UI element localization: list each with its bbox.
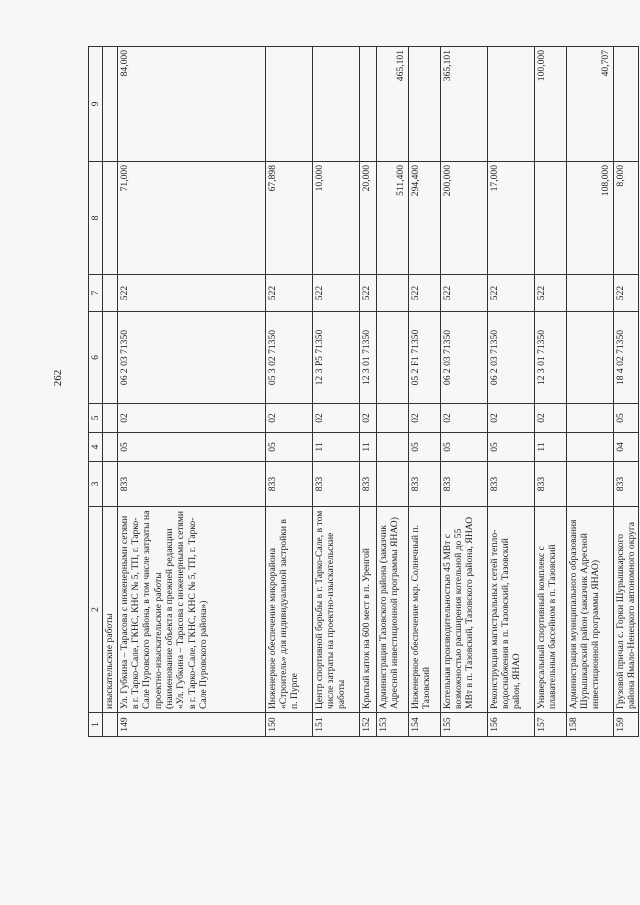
table-region xyxy=(88,47,637,737)
row-number: 149 xyxy=(117,713,265,737)
cell-c7: 522 xyxy=(408,275,440,312)
object-name: Универсальный спортивный комплекс с плавательным бассейном в п. Тазовский xyxy=(534,507,566,713)
col-header: 5 xyxy=(89,404,103,433)
cell-c8: 67,898 xyxy=(265,162,312,275)
cell-c3: 833 xyxy=(440,462,487,507)
cell-c4: 05 xyxy=(487,433,534,462)
cell-c5: 02 xyxy=(312,404,359,433)
cell-c6: 05 3 02 71350 xyxy=(265,312,312,404)
cell-c7: 522 xyxy=(613,275,639,312)
cell-c3: 833 xyxy=(534,462,566,507)
col-header: 4 xyxy=(89,433,103,462)
cell-c9: 100,000 xyxy=(534,47,566,162)
col-header: 8 xyxy=(89,162,103,275)
cell-c6: 06 2 03 71350 xyxy=(440,312,487,404)
table-row xyxy=(566,47,613,737)
cell-c9 xyxy=(359,47,376,162)
table-row xyxy=(487,47,534,737)
rotated-sheet xyxy=(88,47,637,737)
cell-c3 xyxy=(566,462,613,507)
row-number: 155 xyxy=(440,713,487,737)
cell-c8: 20,000 xyxy=(359,162,376,275)
cell-c7 xyxy=(566,275,613,312)
cell-c5: 02 xyxy=(487,404,534,433)
cell-c5: 05 xyxy=(613,404,639,433)
row-number: 156 xyxy=(487,713,534,737)
table-row xyxy=(359,47,376,737)
row-number: 157 xyxy=(534,713,566,737)
cell-c4: 11 xyxy=(359,433,376,462)
object-name: Инженерное обеспечение микрорайона «Строитель» для индивидуальной застройки в п. Пурпе xyxy=(265,507,312,713)
cell-c6: 12 3 01 71350 xyxy=(534,312,566,404)
cell-c5: 02 xyxy=(117,404,265,433)
cell-c4: 04 xyxy=(613,433,639,462)
cell-c3: 833 xyxy=(312,462,359,507)
cell-c8: 511,400 xyxy=(376,162,408,275)
cell-c7: 522 xyxy=(487,275,534,312)
cell-c6 xyxy=(566,312,613,404)
cell-c6: 18 4 02 71350 xyxy=(613,312,639,404)
col-header: 3 xyxy=(89,462,103,507)
cell-c5: 02 xyxy=(440,404,487,433)
object-name: Инженерное обеспечение мкр. Солнечный п. Тазовский xyxy=(408,507,440,713)
cell-c7 xyxy=(376,275,408,312)
cell-c6 xyxy=(376,312,408,404)
cell-c8: 17,000 xyxy=(487,162,534,275)
cell-c4: 05 xyxy=(440,433,487,462)
continuation-row xyxy=(103,47,117,737)
cell-c7: 522 xyxy=(440,275,487,312)
cell-c3: 833 xyxy=(613,462,639,507)
cell-c5: 02 xyxy=(534,404,566,433)
table-row xyxy=(376,47,408,737)
header-row xyxy=(89,47,103,737)
cell-c3: 833 xyxy=(359,462,376,507)
object-name: Администрация муниципального образования Шурышкарский район (заказчик Адресной инвестиционной программы ЯНАО) xyxy=(566,507,613,713)
continuation-text: изыскательские работы xyxy=(103,507,117,713)
cell-c9 xyxy=(408,47,440,162)
cell-c9 xyxy=(613,47,639,162)
cell-c3: 833 xyxy=(265,462,312,507)
col-header: 7 xyxy=(89,275,103,312)
table-row xyxy=(265,47,312,737)
col-header: 6 xyxy=(89,312,103,404)
cell-c6: 05 2 F1 71350 xyxy=(408,312,440,404)
cell-c8: 294,400 xyxy=(408,162,440,275)
cell-c5: 02 xyxy=(265,404,312,433)
row-number: 151 xyxy=(312,713,359,737)
cell-c8: 108,000 xyxy=(566,162,613,275)
table-row xyxy=(312,47,359,737)
cell-c5: 02 xyxy=(408,404,440,433)
cell-c5 xyxy=(566,404,613,433)
cell-c6: 12 3 01 71350 xyxy=(359,312,376,404)
object-name: Грузовой причал с. Горки Шурышкарского района Ямало-Ненецкого автономного округа xyxy=(613,507,639,713)
cell-c8 xyxy=(534,162,566,275)
cell-c9: 40,707 xyxy=(566,47,613,162)
cell-c3 xyxy=(376,462,408,507)
cell-c6: 06 2 03 71350 xyxy=(487,312,534,404)
table-row xyxy=(440,47,487,737)
object-name: Ул. Губкина – Тарасова с инженерными сетями в г. Тарко-Сале, ГКНС, КНС № 5, ТП, г. Тарко-Сале Пуровского района, в том числе затраты на проектно-изыскательские работы (наименование объекта в прежней редакции «Ул. Губкина – Тарасова с инженерными сетями в г. Тарко-Сале, ГКНС, КНС № 5, ТП, г. Тарко-Сале Пуровского района») xyxy=(117,507,265,713)
cell-c8: 10,000 xyxy=(312,162,359,275)
table-row xyxy=(534,47,566,737)
cell-c8: 8,000 xyxy=(613,162,639,275)
cell-c6: 06 2 03 71350 xyxy=(117,312,265,404)
cell-c7: 522 xyxy=(265,275,312,312)
cell-c5: 02 xyxy=(359,404,376,433)
cell-c3: 833 xyxy=(117,462,265,507)
cell-c9: 84,000 xyxy=(117,47,265,162)
object-name: Администрация Тазовского района (заказчик Адресной инвестиционной программы ЯНАО) xyxy=(376,507,408,713)
cell-c9: 365,101 xyxy=(440,47,487,162)
table-row xyxy=(408,47,440,737)
col-header: 9 xyxy=(89,47,103,162)
cell-c4: 11 xyxy=(312,433,359,462)
object-name: Крытый каток на 600 мест в п. Уренгой xyxy=(359,507,376,713)
cell-c5 xyxy=(376,404,408,433)
cell-c7: 522 xyxy=(117,275,265,312)
object-name: Реконструкция магистральных сетей тепло-водоснабжения в п. Тазовский, Тазовский район, ЯНАО xyxy=(487,507,534,713)
table-row xyxy=(117,47,265,737)
table-row xyxy=(613,47,639,737)
row-number: 154 xyxy=(408,713,440,737)
cell-c9 xyxy=(312,47,359,162)
cell-c4 xyxy=(376,433,408,462)
cell-c4: 05 xyxy=(408,433,440,462)
cell-c4: 05 xyxy=(265,433,312,462)
row-number: 152 xyxy=(359,713,376,737)
row-number: 158 xyxy=(566,713,613,737)
cell-c9 xyxy=(265,47,312,162)
row-number: 159 xyxy=(613,713,639,737)
object-name: Центр спортивной борьбы в г. Тарко-Сале, в том числе затраты на проектно-изыскательские работы xyxy=(312,507,359,713)
col-header: 2 xyxy=(89,507,103,713)
cell-c4 xyxy=(566,433,613,462)
cell-c3: 833 xyxy=(408,462,440,507)
object-name: Котельная производительностью 45 МВт с возможностью расширения котельной до 55 МВт в п. Тазовский, Тазовского района, ЯНАО xyxy=(440,507,487,713)
cell-c9 xyxy=(487,47,534,162)
cell-c4: 11 xyxy=(534,433,566,462)
row-number: 150 xyxy=(265,713,312,737)
cell-c8: 71,000 xyxy=(117,162,265,275)
cell-c8: 200,000 xyxy=(440,162,487,275)
cell-c7: 522 xyxy=(359,275,376,312)
row-number: 153 xyxy=(376,713,408,737)
cell-c6: 12 3 P5 71350 xyxy=(312,312,359,404)
cell-c7: 522 xyxy=(312,275,359,312)
col-header: 1 xyxy=(89,713,103,737)
page-number: 262 xyxy=(52,369,64,387)
cell-c4: 05 xyxy=(117,433,265,462)
cell-c3: 833 xyxy=(487,462,534,507)
cell-c7: 522 xyxy=(534,275,566,312)
cell-c9: 465,101 xyxy=(376,47,408,162)
budget-table xyxy=(88,46,639,737)
